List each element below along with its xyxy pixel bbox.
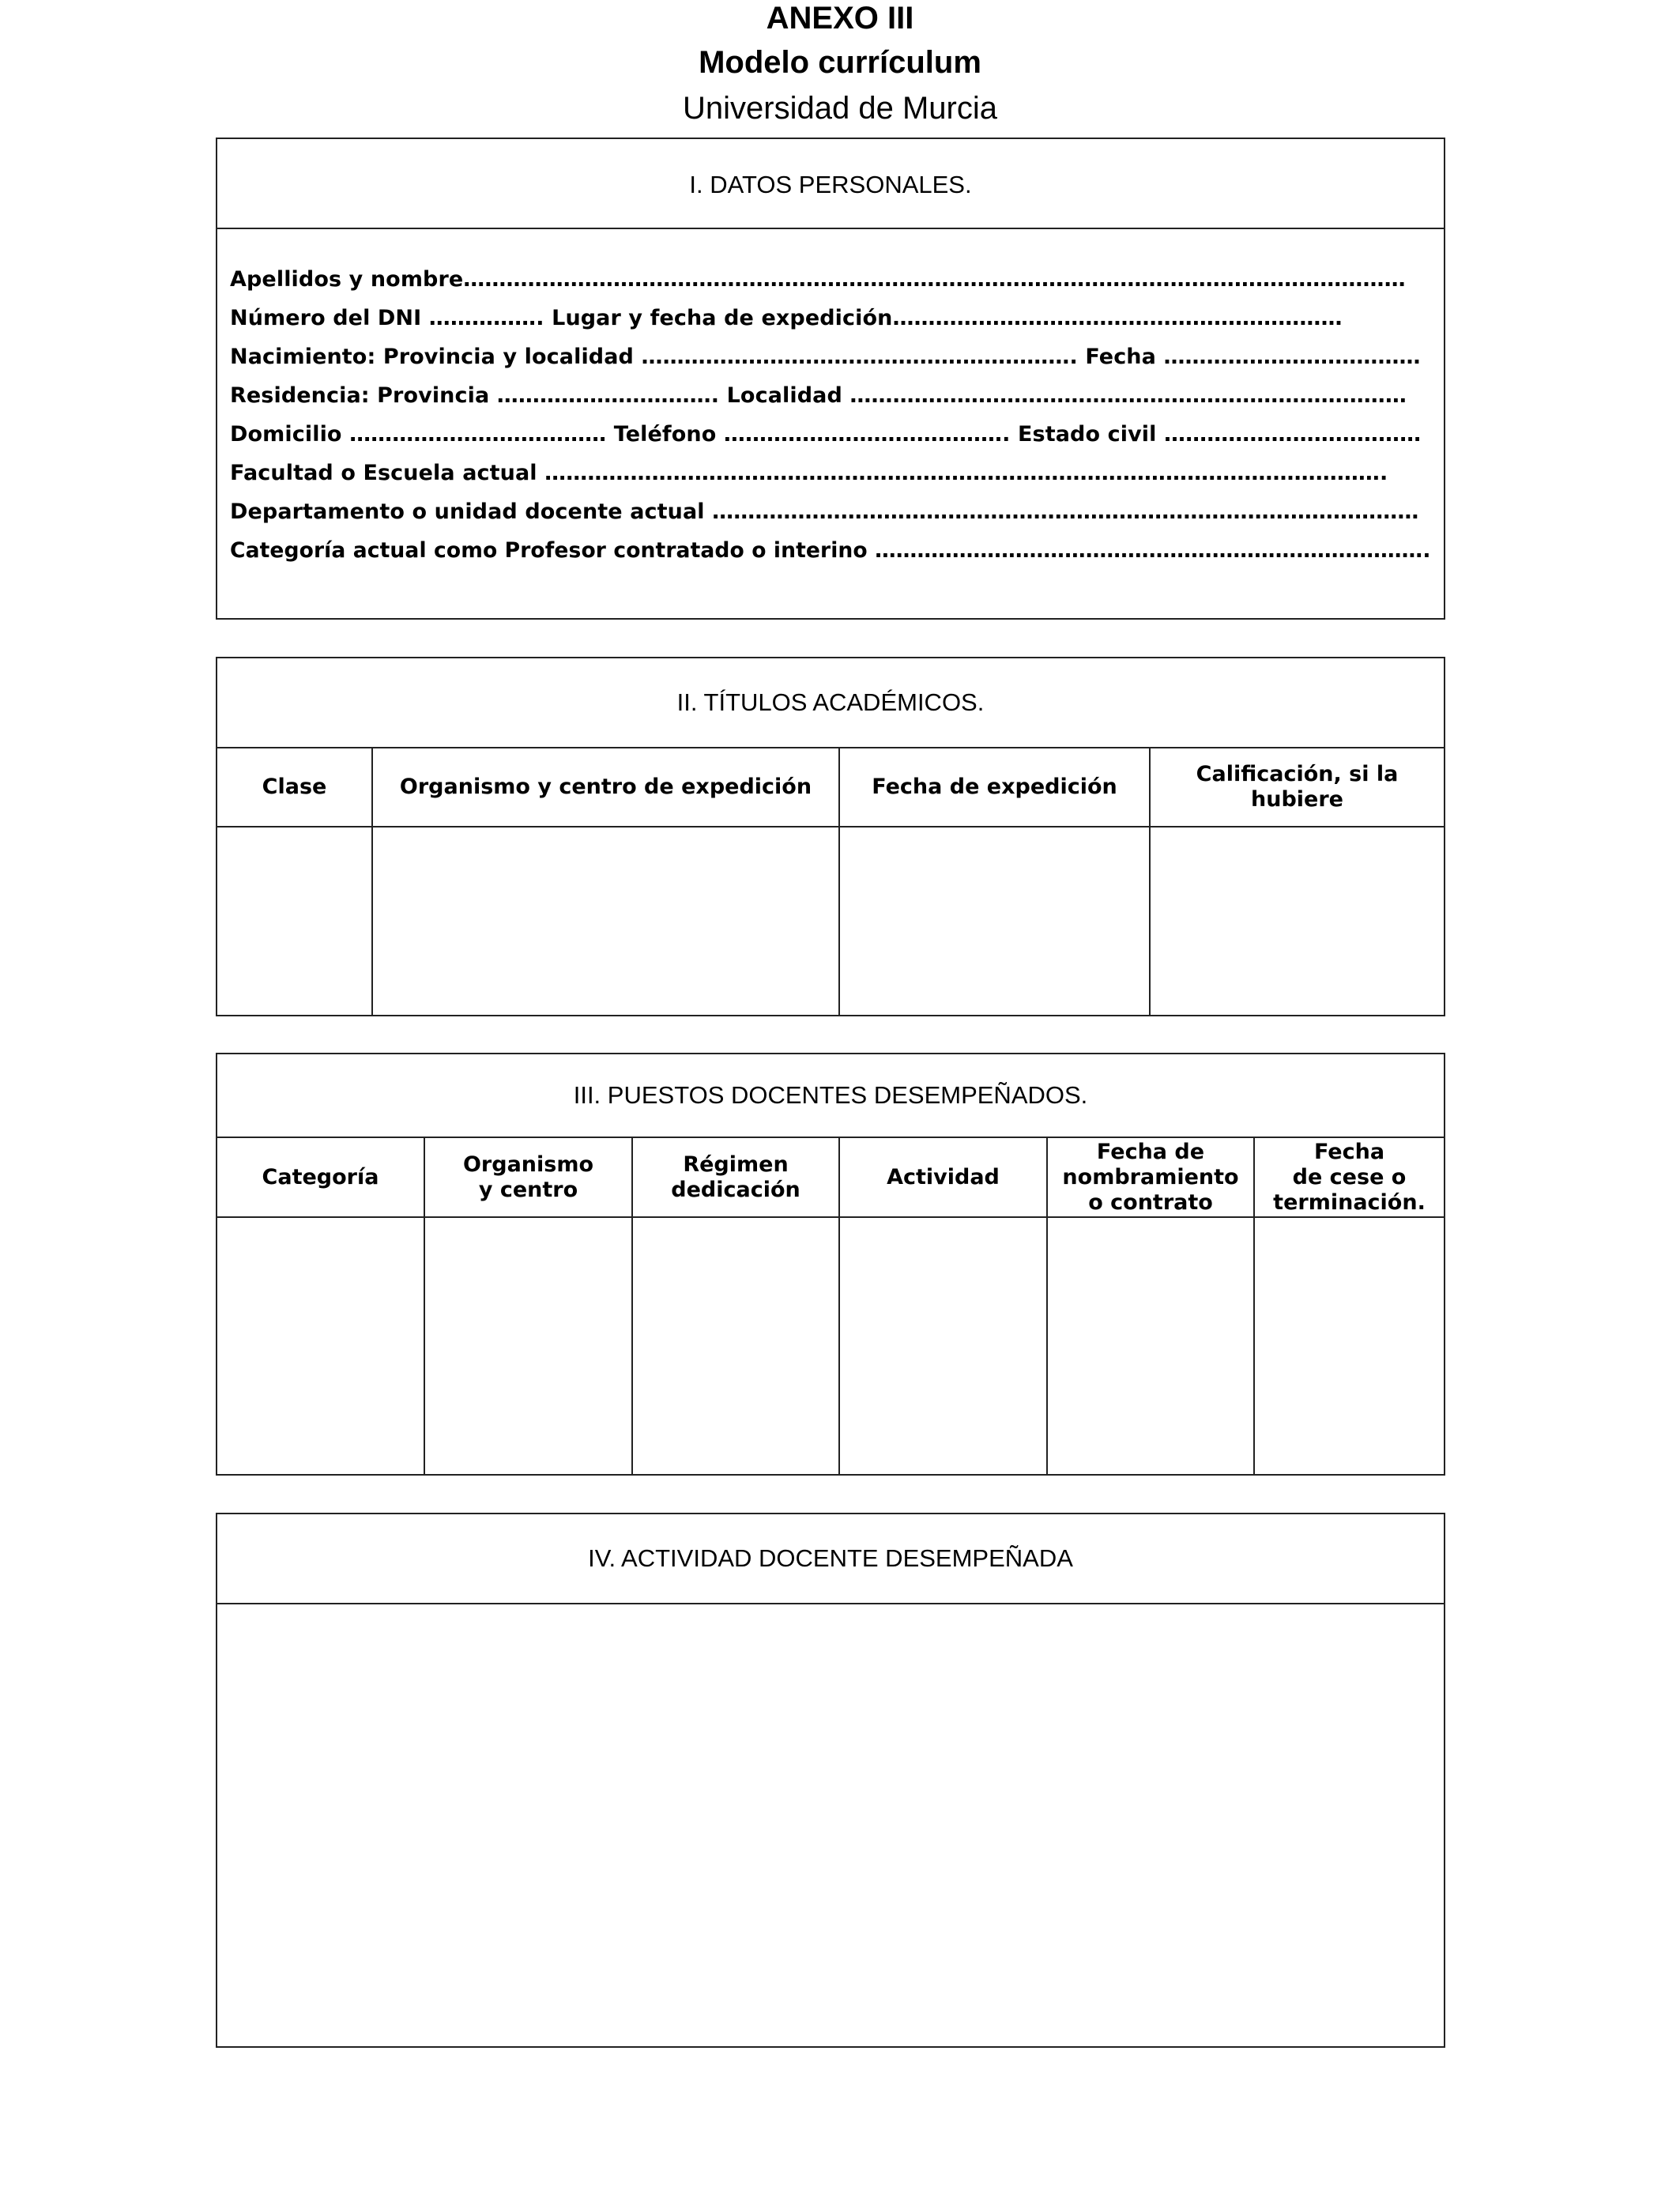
table-row[interactable] xyxy=(217,827,1444,1015)
column-header-regimen: Régimen dedicación xyxy=(671,1152,800,1202)
column-header-calificacion: Calificación, si la hubiere xyxy=(1196,762,1399,812)
table-row[interactable] xyxy=(217,1218,1444,1474)
column-header-organismo: Organismo y centro de expedición xyxy=(399,775,812,799)
field-departamento[interactable]: Departamento o unidad docente actual ……………………………………………………………………………………… xyxy=(230,499,1419,524)
section-title: II. TÍTULOS ACADÉMICOS. xyxy=(676,688,985,716)
field-facultad[interactable]: Facultad o Escuela actual ………………………………………………………………………………………………………. xyxy=(230,461,1388,485)
field-apellidos-nombre[interactable]: Apellidos y nombre…………………………………………………………………………………………………………………… xyxy=(230,267,1406,292)
field-residencia[interactable]: Residencia: Provincia …………………………. Localidad …………………………………………………………………… xyxy=(230,383,1407,408)
column-header-categoria: Categoría xyxy=(262,1164,379,1189)
document-title: Modelo currículum xyxy=(699,45,981,80)
field-categoria[interactable]: Categoría actual como Profesor contratado o interino ……………………………………………………………………. xyxy=(230,538,1431,563)
field-dni-expedicion[interactable]: Número del DNI ……………. Lugar y fecha de expedición……………………………………………………… xyxy=(230,306,1343,330)
column-header-organismo: Organismo y centro xyxy=(462,1152,594,1202)
section-personal-data xyxy=(216,138,1445,620)
activity-text-area[interactable] xyxy=(217,1604,1444,2046)
section-title: I. DATOS PERSONALES. xyxy=(689,171,972,198)
column-header-actividad: Actividad xyxy=(887,1164,1000,1189)
annex-title: ANEXO III xyxy=(766,1,914,36)
section-teaching-posts xyxy=(216,1053,1445,1476)
divider xyxy=(217,228,1444,229)
section-title: IV. ACTIVIDAD DOCENTE DESEMPEÑADA xyxy=(588,1544,1073,1572)
column-header-fecha: Fecha de expedición xyxy=(872,775,1117,799)
field-domicilio[interactable]: Domicilio ……………………………… Teléfono …………………………………. Estado civil ……………………………… xyxy=(230,422,1422,447)
field-nacimiento[interactable]: Nacimiento: Provincia y localidad ……………………………………………………. Fecha ……………………………… xyxy=(230,345,1421,369)
section-title: III. PUESTOS DOCENTES DESEMPEÑADOS. xyxy=(573,1081,1088,1109)
column-header-fecha-cese: Fecha de cese o terminación. xyxy=(1273,1139,1426,1215)
column-header-clase: Clase xyxy=(262,775,327,799)
column-header-fecha-nombramiento: Fecha de nombramiento o contrato xyxy=(1062,1139,1239,1215)
university-name: Universidad de Murcia xyxy=(683,91,997,126)
section-academic-titles xyxy=(216,657,1445,1016)
section-teaching-activity xyxy=(216,1513,1445,2048)
